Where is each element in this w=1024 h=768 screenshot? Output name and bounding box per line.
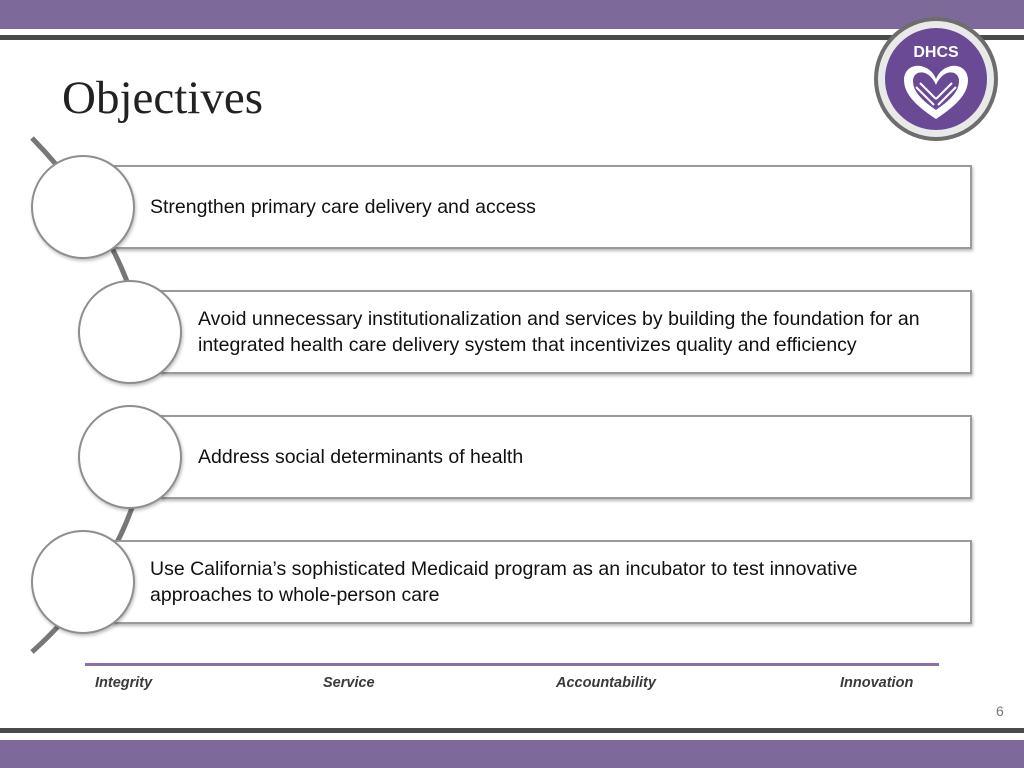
footer-value-innovation: Innovation [840, 675, 914, 691]
footer-value-accountability: Accountability [556, 675, 656, 691]
objective-text: Use California’s sophisticated Medicaid program as an incubator to test innovative approaches to whole-person care [150, 558, 858, 606]
objective-circle [78, 280, 182, 384]
footer-band [0, 740, 1024, 768]
objective-box [112, 165, 972, 249]
objective-text: Strengthen primary care delivery and access [150, 196, 536, 218]
page-number: 6 [996, 703, 1004, 719]
objective-circle [31, 155, 135, 259]
slide-title: Objectives [62, 72, 263, 124]
header-divider [0, 35, 1024, 40]
footer-rule [85, 663, 939, 666]
objective-circle [31, 530, 135, 634]
objective-box [160, 415, 972, 499]
objective-circle [78, 405, 182, 509]
dhcs-logo [874, 17, 998, 141]
footer-value-integrity: Integrity [95, 675, 153, 691]
footer-divider [0, 728, 1024, 733]
footer-value-service: Service [323, 675, 375, 691]
header-band [0, 0, 1024, 29]
logo-text: DHCS [913, 44, 959, 61]
objective-box [160, 290, 972, 374]
objective-text: Address social determinants of health [198, 446, 524, 468]
objective-text: Avoid unnecessary institutionalization and services by building the foundation for an integrated health care delivery system that incentivizes quality and efficiency [198, 308, 920, 356]
objective-box [112, 540, 972, 624]
